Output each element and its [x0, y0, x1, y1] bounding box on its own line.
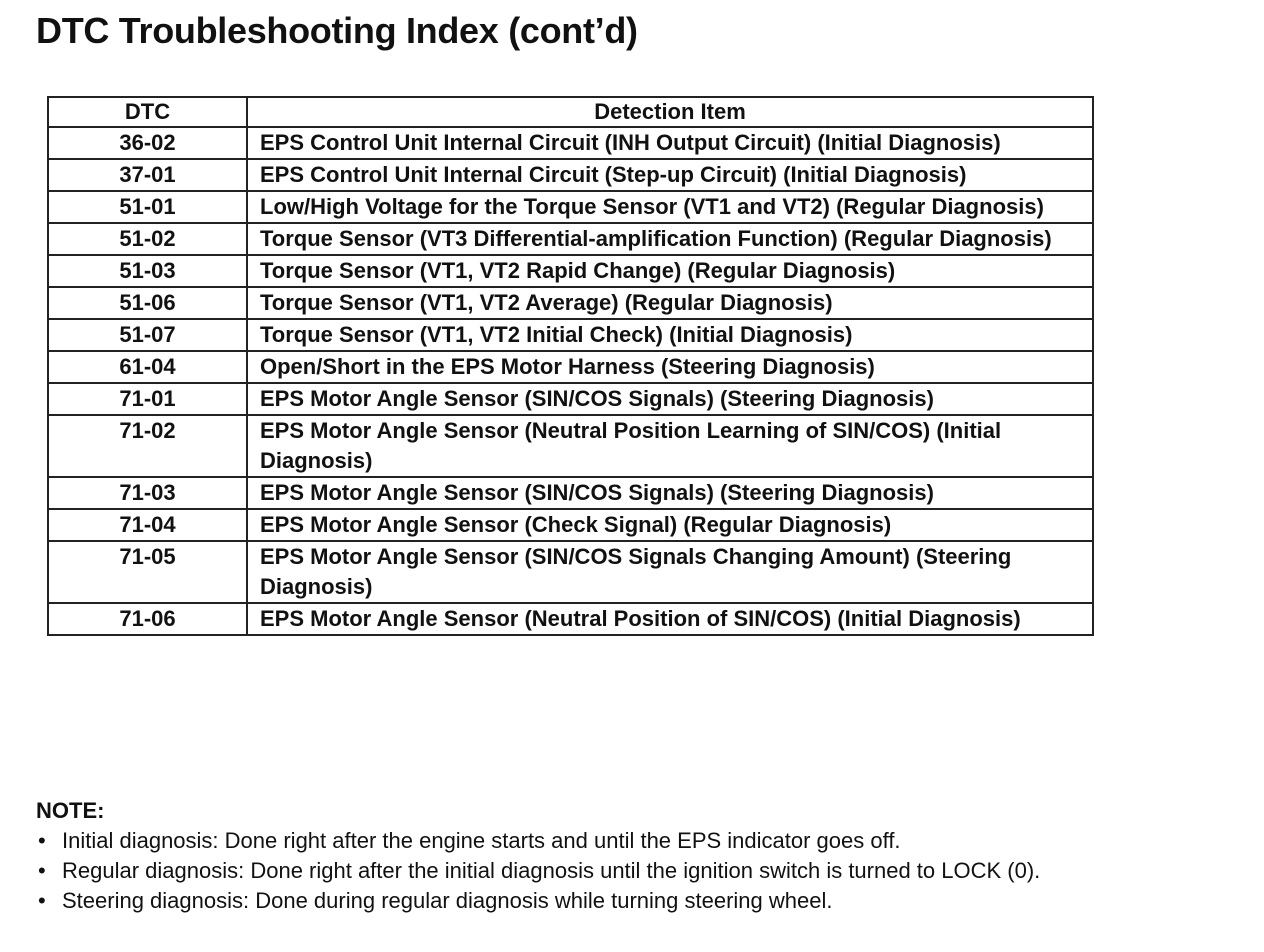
table-row — [48, 603, 1093, 635]
table-row — [48, 415, 1093, 477]
detection-item-cell: Torque Sensor (VT1, VT2 Initial Check) (Initial Diagnosis) — [247, 319, 1093, 351]
note-item-text: Steering diagnosis: Done during regular diagnosis while turning steering wheel. — [62, 888, 833, 913]
table-row — [48, 127, 1093, 159]
table-row — [48, 351, 1093, 383]
dtc-code-cell: 51-07 — [48, 319, 247, 351]
column-header-dtc: DTC — [48, 97, 247, 127]
table-row — [48, 223, 1093, 255]
note-item-text: Initial diagnosis: Done right after the engine starts and until the EPS indicator goes off. — [62, 828, 901, 853]
column-header-detection-item: Detection Item — [247, 97, 1093, 127]
page-title: DTC Troubleshooting Index (cont’d) — [36, 10, 638, 51]
dtc-code-cell: 51-06 — [48, 287, 247, 319]
detection-item-cell: EPS Motor Angle Sensor (Check Signal) (Regular Diagnosis) — [247, 509, 1093, 541]
detection-item-cell: Low/High Voltage for the Torque Sensor (VT1 and VT2) (Regular Diagnosis) — [247, 191, 1093, 223]
bullet-icon: • — [38, 858, 46, 883]
bullet-icon: • — [38, 828, 46, 853]
dtc-code-cell: 51-03 — [48, 255, 247, 287]
table-row — [48, 541, 1093, 603]
table-row — [48, 287, 1093, 319]
bullet-icon: • — [38, 888, 46, 913]
dtc-code-cell: 71-06 — [48, 603, 247, 635]
table-row — [48, 383, 1093, 415]
dtc-code-cell: 71-01 — [48, 383, 247, 415]
table-row — [48, 477, 1093, 509]
note-list — [36, 826, 1040, 916]
dtc-code-cell: 61-04 — [48, 351, 247, 383]
note-heading: NOTE: — [36, 798, 105, 823]
detection-item-cell: Open/Short in the EPS Motor Harness (Steering Diagnosis) — [247, 351, 1093, 383]
table-row — [48, 319, 1093, 351]
detection-item-cell: EPS Control Unit Internal Circuit (INH Output Circuit) (Initial Diagnosis) — [247, 127, 1093, 159]
dtc-code-cell: 71-05 — [48, 541, 247, 603]
detection-item-cell: EPS Motor Angle Sensor (Neutral Position Learning of SIN/COS) (Initial Diagnosis) — [247, 415, 1093, 477]
detection-item-cell: EPS Motor Angle Sensor (Neutral Position of SIN/COS) (Initial Diagnosis) — [247, 603, 1093, 635]
dtc-code-cell: 37-01 — [48, 159, 247, 191]
note-item — [36, 886, 1040, 916]
note-section — [36, 796, 1040, 916]
dtc-code-cell: 71-02 — [48, 415, 247, 477]
table-header-row — [48, 97, 1093, 127]
dtc-code-cell: 71-03 — [48, 477, 247, 509]
table-row — [48, 191, 1093, 223]
detection-item-cell: Torque Sensor (VT1, VT2 Rapid Change) (Regular Diagnosis) — [247, 255, 1093, 287]
detection-item-cell: EPS Motor Angle Sensor (SIN/COS Signals) (Steering Diagnosis) — [247, 383, 1093, 415]
table-row — [48, 509, 1093, 541]
detection-item-cell: Torque Sensor (VT1, VT2 Average) (Regular Diagnosis) — [247, 287, 1093, 319]
note-item — [36, 826, 1040, 856]
note-item-text: Regular diagnosis: Done right after the initial diagnosis until the ignition switch is turned to LOCK (0). — [62, 858, 1041, 883]
table-row — [48, 159, 1093, 191]
dtc-code-cell: 36-02 — [48, 127, 247, 159]
dtc-code-cell: 71-04 — [48, 509, 247, 541]
dtc-code-cell: 51-01 — [48, 191, 247, 223]
detection-item-cell: EPS Motor Angle Sensor (SIN/COS Signals Changing Amount) (Steering Diagnosis) — [247, 541, 1093, 603]
detection-item-cell: EPS Control Unit Internal Circuit (Step-up Circuit) (Initial Diagnosis) — [247, 159, 1093, 191]
detection-item-cell: Torque Sensor (VT3 Differential-amplification Function) (Regular Diagnosis) — [247, 223, 1093, 255]
dtc-index-table — [47, 96, 1094, 636]
note-item — [36, 856, 1040, 886]
dtc-code-cell: 51-02 — [48, 223, 247, 255]
table-row — [48, 255, 1093, 287]
detection-item-cell: EPS Motor Angle Sensor (SIN/COS Signals) (Steering Diagnosis) — [247, 477, 1093, 509]
